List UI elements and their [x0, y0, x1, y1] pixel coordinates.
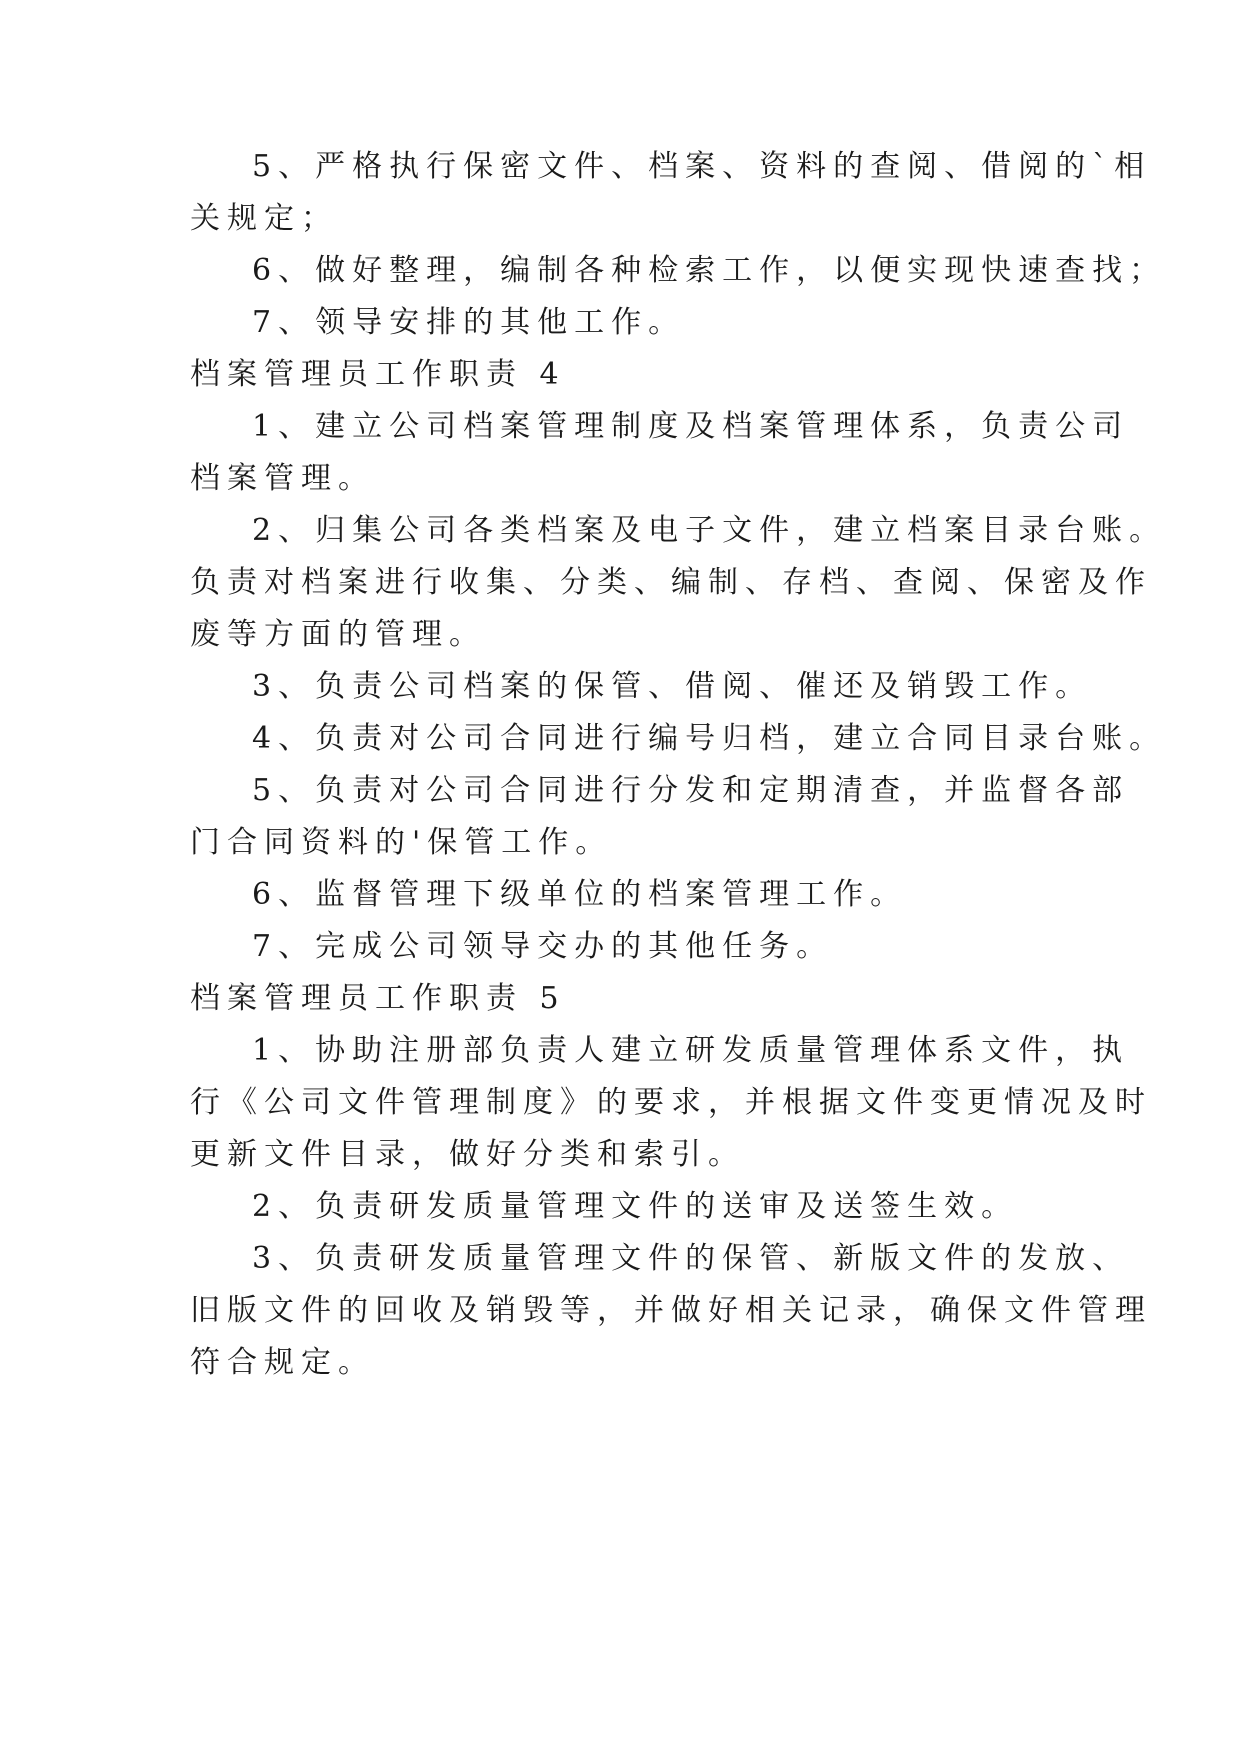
paragraph-line: 1、建立公司档案管理制度及档案管理体系，负责公司: [252, 409, 1130, 444]
paragraph-line: 1、协助注册部负责人建立研发质量管理体系文件，执: [252, 1033, 1130, 1068]
paragraph-line: 符合规定。: [190, 1345, 375, 1380]
paragraph-line: 6、做好整理，编制各种检索工作，以便实现快速查找；: [252, 253, 1167, 288]
paragraph-line: 档案管理。: [190, 461, 375, 496]
paragraph-line: 更新文件目录，做好分类和索引。: [190, 1137, 745, 1172]
section-heading: 档案管理员工作职责 5: [190, 981, 566, 1016]
paragraph-line: 旧版文件的回收及销毁等，并做好相关记录，确保文件管理: [190, 1293, 1152, 1328]
paragraph-line: 6、监督管理下级单位的档案管理工作。: [252, 877, 908, 912]
paragraph-line: 2、归集公司各类档案及电子文件，建立档案目录台账。: [252, 513, 1167, 548]
paragraph-line: 负责对档案进行收集、分类、编制、存档、查阅、保密及作: [190, 565, 1152, 600]
paragraph-line: 2、负责研发质量管理文件的送审及送签生效。: [252, 1189, 1019, 1224]
paragraph-line: 5、严格执行保密文件、档案、资料的查阅、借阅的`相: [252, 149, 1152, 184]
paragraph-line: 7、完成公司领导交办的其他任务。: [252, 929, 834, 964]
paragraph-line: 门合同资料的'保管工作。: [190, 825, 613, 860]
section-heading: 档案管理员工作职责 4: [190, 357, 566, 392]
paragraph-line: 行《公司文件管理制度》的要求，并根据文件变更情况及时: [190, 1085, 1152, 1120]
paragraph-line: 3、负责研发质量管理文件的保管、新版文件的发放、: [252, 1241, 1130, 1276]
paragraph-line: 废等方面的管理。: [190, 617, 486, 652]
paragraph-line: 7、领导安排的其他工作。: [252, 305, 686, 340]
paragraph-line: 5、负责对公司合同进行分发和定期清查，并监督各部: [252, 773, 1130, 808]
paragraph-line: 4、负责对公司合同进行编号归档，建立合同目录台账。: [252, 721, 1167, 756]
paragraph-line: 3、负责公司档案的保管、借阅、催还及销毁工作。: [252, 669, 1093, 704]
paragraph-line: 关规定；: [190, 201, 338, 236]
